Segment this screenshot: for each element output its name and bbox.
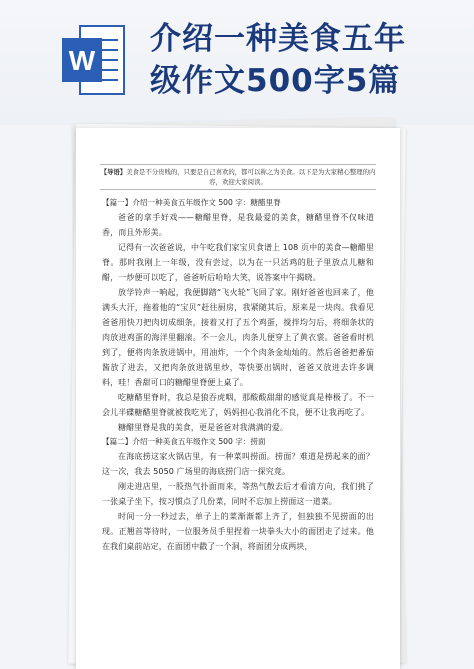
paragraph: 爸爸的拿手好戏——糖醋里脊，是我最爱的美食，糖醋里脊不仅味道香，而且外形美。 [102,213,374,237]
paragraph: 在海底捞这家火锅店里，有一种菜叫捞面。捞面？难道是捞起来的面？这一次，我去 5050 广场里的海底捞门店一探究竟。 [102,452,374,476]
guide-label: 【导语】 [100,168,127,176]
header-banner [0,0,474,125]
page-title [150,18,470,102]
title-line: 介绍一种美食五年 [150,21,406,57]
document-page [76,128,400,669]
word-document-icon [60,20,126,100]
paragraph: 记得有一次爸爸说，中午吃我们家宝贝食谱上 108 页中的美食—糖醋里脊。那时我刚上一年级，没有尝过，以为在一只活鸡的肚子里放点儿糖和醋，一炒便可以吃了，爸爸听后哈哈大笑，说答案中午揭晓。 [102,243,374,282]
paragraph: 吃糖醋里脊时，我总是狼吞虎咽，那酸酸甜甜的感觉真是棒极了。不一会儿半碟糖醋里脊就被我吃光了，妈妈担心我消化不良，便不让我再吃了。 [102,393,374,417]
paragraph: 糖醋里脊是我的美食，更是爸爸对我满满的爱。 [118,423,289,432]
section-heading: 【篇一】介绍一种美食五年级作文 500 字：糖醋里脊 [102,198,281,207]
svg-text:W: W [68,45,96,76]
paragraph: 刚走进店里，一股热气扑面而来，等热气散去后才看清方向，我们挑了一张桌子坐下，按习惯点了几份菜，同时不忘加上捞面这一道菜。 [102,482,374,506]
guide-text: 美食是不分贵贱的，只要是自己喜欢的，都可以称之为美食。以下是为大家精心整理的内容，欢迎大家阅读。 [126,168,376,186]
document-body [76,190,400,554]
section-heading: 【篇二】介绍一种美食五年级作文 500 字：捞面 [102,437,266,446]
title-line: 级作文500字5篇 [150,63,401,99]
paragraph: 放学铃声一响起，我便脚踏“飞火轮”飞回了家。刚好爸爸也回来了，他满头大汗，拖着他的“宝贝”赶往厨房，我紧随其后，原来是一块肉。我看见爸爸用快刀把肉切成细条，接着又打了五个鸡蛋，搅拌均匀后，将细条状的肉放进鸡蛋的海洋里翻滚。不一会儿，肉条儿便穿上了黄衣裳。爸爸看时机到了，便将肉条放进锅中，用油炸，一个个肉条金灿灿的。然后爸爸把番茄酱放了进去，又把肉条放进锅里炒，等快要出锅时，爸爸又放进去许多调料，哇！香甜可口的糖醋里脊便上桌了。 [102,288,374,387]
guide-box [100,164,376,190]
paragraph: 时间一分一秒过去，单子上的菜渐渐都上齐了，但独独不见捞面的出现。正翘首等待时，一位服务员手里捏着一块拳头大小的面团走了过来。他在我们桌前站定，在面团中戳了一个洞，将面团分成两块， [102,512,374,551]
